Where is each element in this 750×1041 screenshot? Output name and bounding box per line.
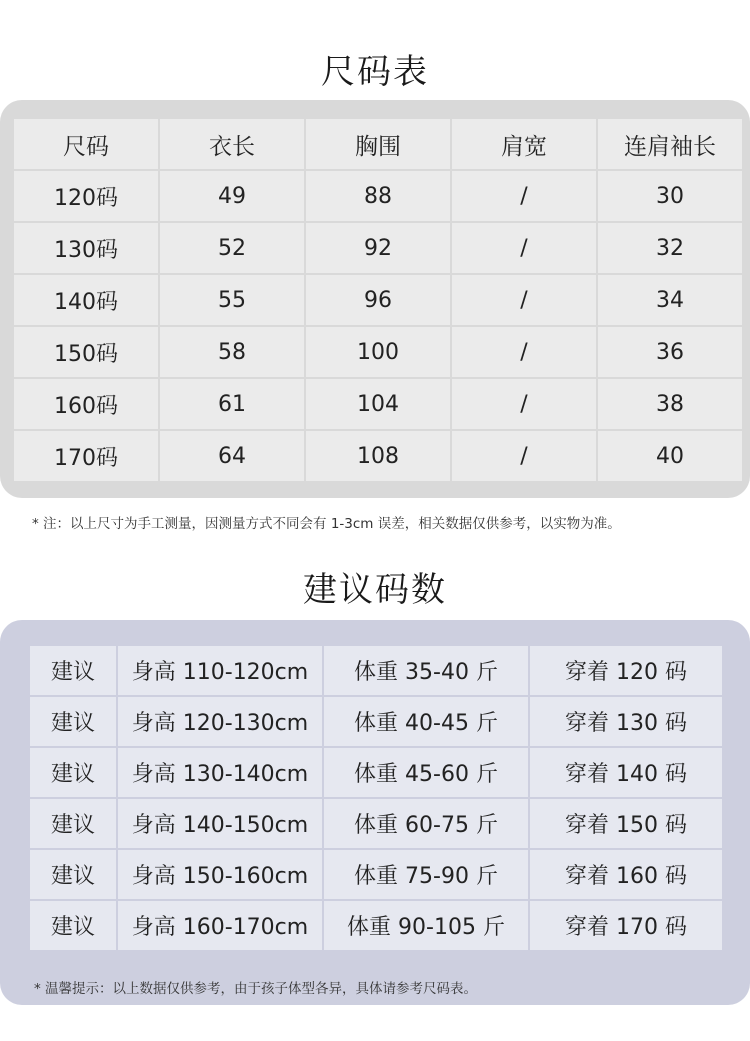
table-cell: 穿着 170 码 bbox=[530, 901, 722, 950]
table-cell: 52 bbox=[160, 223, 304, 273]
recommendation-title: 建议码数 bbox=[303, 570, 447, 610]
table-cell: 32 bbox=[598, 223, 742, 273]
table-cell: / bbox=[452, 379, 596, 429]
table-cell: 建议 bbox=[30, 646, 116, 695]
table-cell: 穿着 120 码 bbox=[530, 646, 722, 695]
table-cell: 穿着 150 码 bbox=[530, 799, 722, 848]
table-cell: 61 bbox=[160, 379, 304, 429]
table-cell: 49 bbox=[160, 171, 304, 221]
column-header: 衣长 bbox=[160, 119, 304, 169]
table-cell: 建议 bbox=[30, 799, 116, 848]
recommendation-table bbox=[28, 644, 724, 952]
table-cell: 穿着 140 码 bbox=[530, 748, 722, 797]
size-chart-note: * 注：以上尺寸为手工测量，因测量方式不同会有 1-3cm 误差，相关数据仅供参考，以实物为准。 bbox=[32, 516, 621, 532]
table-row bbox=[14, 223, 742, 273]
table-cell: 建议 bbox=[30, 697, 116, 746]
table-cell: 104 bbox=[306, 379, 450, 429]
table-cell: 38 bbox=[598, 379, 742, 429]
table-cell: 100 bbox=[306, 327, 450, 377]
table-cell: 58 bbox=[160, 327, 304, 377]
table-cell: / bbox=[452, 431, 596, 481]
table-cell: 建议 bbox=[30, 901, 116, 950]
table-cell: 55 bbox=[160, 275, 304, 325]
table-cell: 体重 75-90 斤 bbox=[324, 850, 528, 899]
size-chart-table bbox=[12, 117, 744, 483]
column-header: 连肩袖长 bbox=[598, 119, 742, 169]
table-row bbox=[14, 431, 742, 481]
table-row bbox=[30, 901, 722, 950]
table-row bbox=[14, 171, 742, 221]
table-cell: 身高 130-140cm bbox=[118, 748, 322, 797]
table-cell: 88 bbox=[306, 171, 450, 221]
table-cell: 140码 bbox=[14, 275, 158, 325]
size-chart-panel bbox=[0, 100, 750, 498]
table-cell: 40 bbox=[598, 431, 742, 481]
column-header: 胸围 bbox=[306, 119, 450, 169]
table-cell: 身高 160-170cm bbox=[118, 901, 322, 950]
table-row bbox=[14, 275, 742, 325]
recommendation-panel bbox=[0, 620, 750, 1005]
table-row bbox=[30, 799, 722, 848]
table-cell: 30 bbox=[598, 171, 742, 221]
table-cell: / bbox=[452, 223, 596, 273]
table-cell: 64 bbox=[160, 431, 304, 481]
table-cell: 108 bbox=[306, 431, 450, 481]
table-cell: 身高 150-160cm bbox=[118, 850, 322, 899]
table-cell: 92 bbox=[306, 223, 450, 273]
table-cell: 170码 bbox=[14, 431, 158, 481]
table-row bbox=[30, 697, 722, 746]
table-row bbox=[14, 379, 742, 429]
table-cell: / bbox=[452, 327, 596, 377]
size-chart-title: 尺码表 bbox=[321, 52, 429, 92]
table-cell: 130码 bbox=[14, 223, 158, 273]
table-cell: 34 bbox=[598, 275, 742, 325]
table-cell: 建议 bbox=[30, 748, 116, 797]
table-cell: 身高 110-120cm bbox=[118, 646, 322, 695]
table-cell: 36 bbox=[598, 327, 742, 377]
table-cell: 穿着 160 码 bbox=[530, 850, 722, 899]
table-cell: 建议 bbox=[30, 850, 116, 899]
table-cell: 体重 35-40 斤 bbox=[324, 646, 528, 695]
table-row bbox=[30, 646, 722, 695]
table-cell: 体重 40-45 斤 bbox=[324, 697, 528, 746]
table-cell: / bbox=[452, 275, 596, 325]
table-cell: 120码 bbox=[14, 171, 158, 221]
table-cell: 身高 120-130cm bbox=[118, 697, 322, 746]
table-cell: / bbox=[452, 171, 596, 221]
table-cell: 体重 60-75 斤 bbox=[324, 799, 528, 848]
table-cell: 150码 bbox=[14, 327, 158, 377]
column-header: 尺码 bbox=[14, 119, 158, 169]
recommendation-note: * 温馨提示：以上数据仅供参考，由于孩子体型各异，具体请参考尺码表。 bbox=[34, 981, 478, 997]
table-row bbox=[14, 327, 742, 377]
table-cell: 身高 140-150cm bbox=[118, 799, 322, 848]
table-cell: 体重 45-60 斤 bbox=[324, 748, 528, 797]
table-row bbox=[30, 850, 722, 899]
table-cell: 穿着 130 码 bbox=[530, 697, 722, 746]
table-row bbox=[30, 748, 722, 797]
table-cell: 体重 90-105 斤 bbox=[324, 901, 528, 950]
column-header: 肩宽 bbox=[452, 119, 596, 169]
size-chart-header-row bbox=[14, 119, 742, 169]
table-cell: 160码 bbox=[14, 379, 158, 429]
table-cell: 96 bbox=[306, 275, 450, 325]
